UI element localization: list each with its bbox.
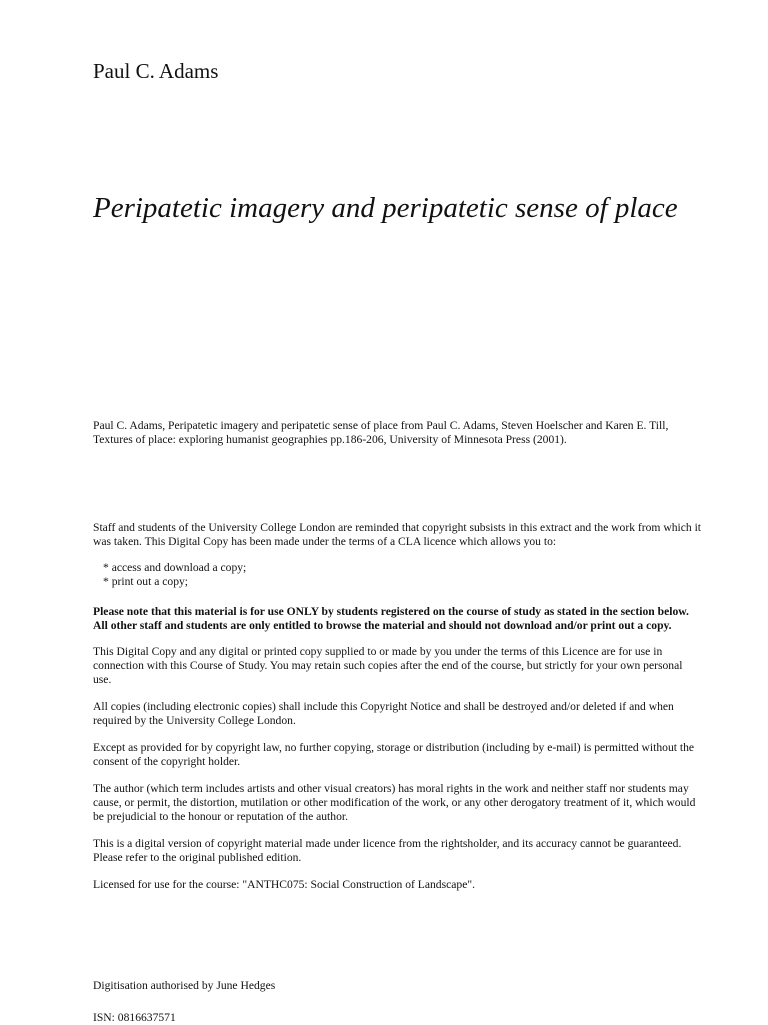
permissions-list: [93, 561, 703, 589]
copyright-notice: [93, 521, 703, 905]
notice-paragraph: The author (which term includes artists and other visual creators) has moral rights in the work and neither staff nor students may cause, or permit, the distortion, mutilation or other modification of the work, or any other derogatory treatment of it, which would be prejudicial to the honour or reputation of the author.: [93, 782, 696, 823]
notice-paragraph: Except as provided for by copyright law, no further copying, storage or distribution (including by e-mail) is permitted without the consent of the copyright holder.: [93, 741, 695, 768]
notice-paragraph: All copies (including electronic copies) shall include this Copyright Notice and shall be destroyed and/or deleted if and when required by the University College London.: [93, 700, 674, 727]
notice-intro: Staff and students of the University College London are reminded that copyright subsists in this extract and the work from which it was taken. This Digital Copy has been made under the terms of a CLA licence which allows you to:: [93, 521, 702, 548]
permission-item: * print out a copy;: [103, 575, 189, 588]
document-title: Peripatetic imagery and peripatetic sense of place: [93, 192, 678, 224]
citation: Paul C. Adams, Peripatetic imagery and peripatetic sense of place from Paul C. Adams, Steven Hoelscher and Karen E. Till, Textures of place: exploring humanist geographies pp.186-206, University of Minnesota Press (2001).: [93, 419, 669, 446]
digitisation-credit: Digitisation authorised by June Hedges: [93, 979, 276, 992]
course-licence: Licensed for use for the course: "ANTHC075: Social Construction of Landscape".: [93, 878, 475, 891]
notice-paragraph: This is a digital version of copyright material made under licence from the rightsholder, and its accuracy cannot be guaranteed. Please refer to the original published edition.: [93, 837, 682, 864]
isn-number: ISN: 0816637571: [93, 1011, 176, 1024]
usage-warning: Please note that this material is for use ONLY by students registered on the course of study as stated in the section below. All other staff and students are only entitled to browse the material and should not download and/or print out a copy.: [93, 605, 689, 632]
author-name: Paul C. Adams: [93, 59, 219, 83]
notice-paragraph: This Digital Copy and any digital or printed copy supplied to or made by you under the terms of this Licence are for use in connection with this Course of Study. You may retain such copies after the end of the course, but strictly for your own personal use.: [93, 645, 683, 686]
permission-item: * access and download a copy;: [103, 561, 247, 574]
